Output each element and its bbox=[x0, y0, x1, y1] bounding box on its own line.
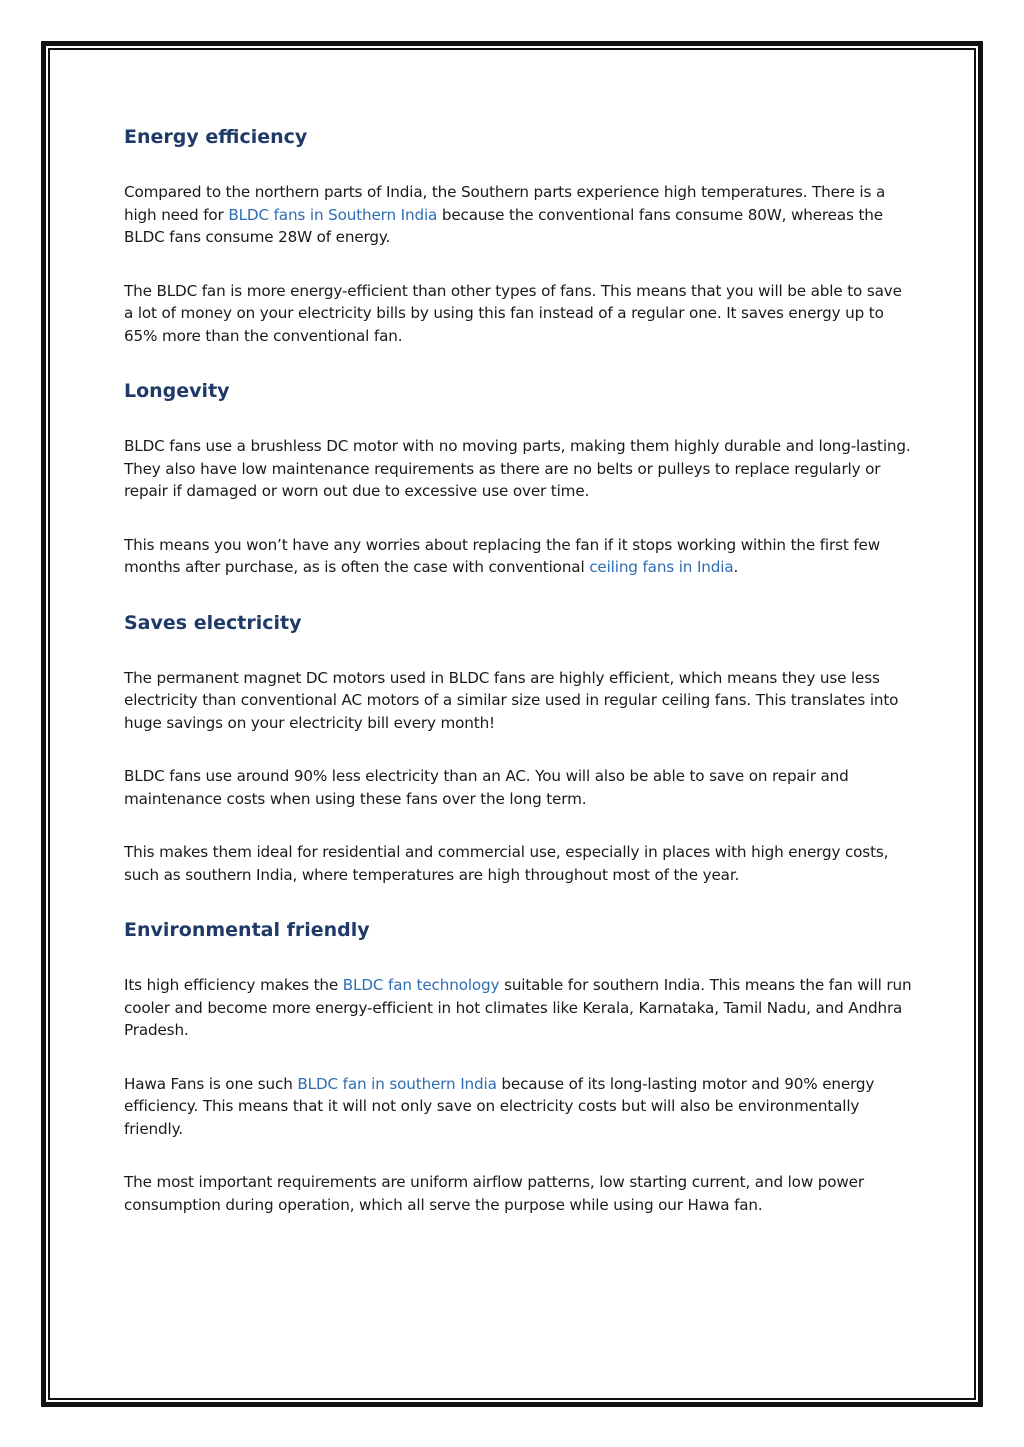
heading-environmental-friendly: Environmental friendly bbox=[124, 919, 370, 941]
section-environmental-friendly bbox=[124, 915, 914, 1216]
paragraph bbox=[124, 534, 914, 579]
paragraph: BLDC fans use a brushless DC motor with no moving parts, making them highly durable and long-lasting. They also have low maintenance requirements as there are no belts or pulleys to replace regularly or repair if damaged or worn out due to excessive use over time. bbox=[124, 437, 911, 500]
heading-energy-efficiency: Energy efficiency bbox=[124, 126, 308, 148]
link-ceiling-fans-india[interactable]: ceiling fans in India bbox=[589, 558, 734, 576]
paragraph: BLDC fans use around 90% less electricity than an AC. You will also be able to save on repair and maintenance costs when using these fans over the long term. bbox=[124, 767, 849, 808]
text-run: . bbox=[733, 558, 739, 576]
text-run: Compared to the northern parts of India, the Southern parts experience high temperatures. There is a high need for bbox=[124, 183, 886, 224]
link-bldc-fan-southern-india[interactable]: BLDC fan in southern India bbox=[297, 1074, 502, 1093]
paragraph: The BLDC fan is more energy-efficient than other types of fans. This means that you will be able to save a lot of money on your electricity bills by using this fan instead of a regular one. It saves energy up to 65% more than the conventional fan. bbox=[124, 281, 902, 345]
text-run: because the conventional fans consume 80W, whereas the BLDC fans consume 28W of energy. bbox=[124, 205, 883, 246]
link-bldc-fans-southern-india[interactable]: BLDC fans in Southern India bbox=[228, 205, 438, 224]
section-longevity bbox=[124, 376, 914, 579]
paragraph: This makes them ideal for residential and commercial use, especially in places with high energy costs, such as southern India, where temperatures are high throughout most of the year. bbox=[124, 843, 889, 884]
text-run: Its high efficiency makes the bbox=[124, 976, 343, 994]
section-energy-efficiency bbox=[124, 122, 914, 347]
paragraph: The permanent magnet DC motors used in BLDC fans are highly efficient, which means they use less electricity than conventional AC motors of a similar size used in regular ceiling fans. This translates into huge savings on your electricity bill every month! bbox=[124, 668, 899, 732]
section-saves-electricity bbox=[124, 608, 914, 887]
text-run: because of its long-lasting motor and 90% energy efficiency. This means that it will not only save on electricity costs but will also be environmentally friendly. bbox=[124, 1074, 875, 1138]
link-bldc-fan-technology[interactable]: BLDC fan technology bbox=[342, 976, 505, 994]
document-body bbox=[124, 122, 914, 1247]
heading-saves-electricity: Saves electricity bbox=[124, 611, 302, 634]
paragraph: The most important requirements are uniform airflow patterns, low starting current, and low power consumption during operation, which all serve the purpose while using our Hawa fan. bbox=[124, 1173, 864, 1214]
heading-longevity: Longevity bbox=[124, 380, 230, 402]
paragraph bbox=[124, 181, 914, 249]
text-run: Hawa Fans is one such bbox=[124, 1074, 298, 1093]
paragraph bbox=[124, 974, 914, 1042]
paragraph bbox=[124, 1073, 914, 1141]
text-run: This means you won’t have any worries about replacing the fan if it stops working within the first few months after purchase, as is often the case with conventional bbox=[124, 535, 880, 576]
text-run: suitable for southern India. This means the fan will run cooler and become more energy-efficient in hot climates like Kerala, Karnataka, Tamil Nadu, and Andhra Pradesh. bbox=[124, 976, 912, 1039]
